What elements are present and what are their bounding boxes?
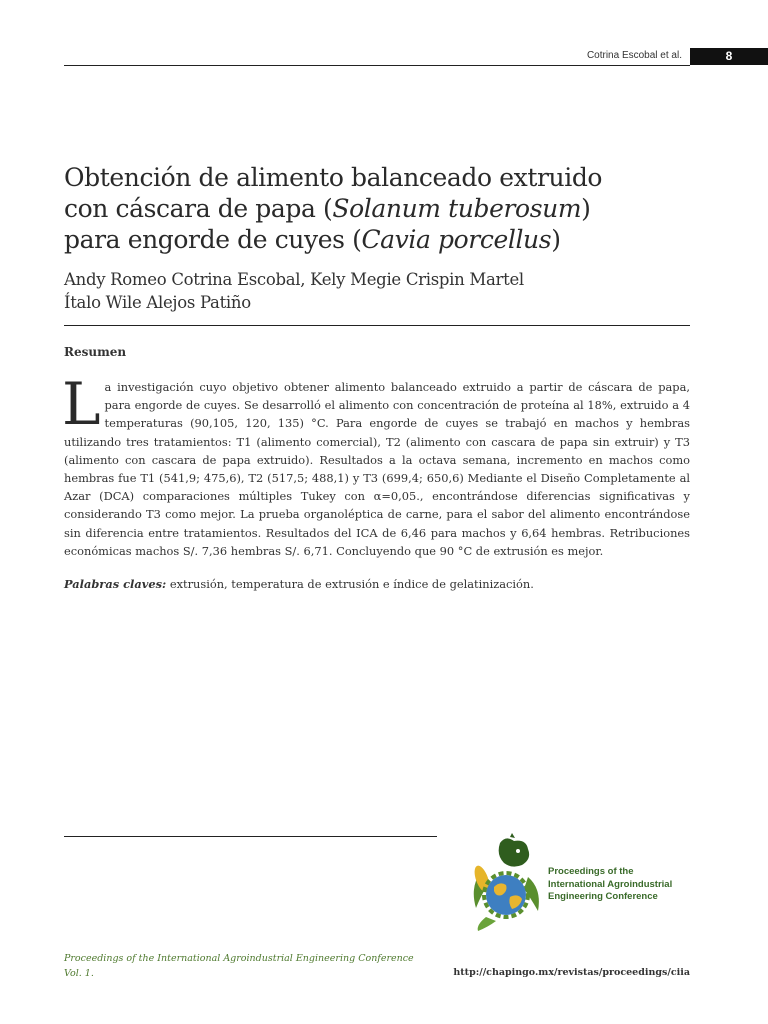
- running-header-author: Cotrina Escobal et al.: [586, 50, 682, 61]
- conference-logo-icon: [466, 833, 546, 933]
- logo-text-line-1: Proceedings of the: [548, 866, 634, 877]
- keywords-text: extrusión, temperatura de extrusión e índice de gelatinización.: [166, 577, 534, 591]
- conference-logo-text: [548, 866, 672, 904]
- author-list: [64, 268, 524, 314]
- abstract-text: a investigación cuyo objetivo obtener alimento balanceado extruido a partir de cáscara de papa, para engorde de cuyes. Se desarrolló el alimento con concentración de proteína al 18%, extruido a 4 temperaturas (90,105, 120, 135) °C. Para engorde de cuyes se trabajó en machos y hembras utilizando tres tratamientos: T1 (alimento comercial), T2 (alimento con cascara de papa sin extruir) y T3 (alimento con cascara de papa extruido). Resultados a la octava semana, incremento en machos como hembras fue T1 (541,9; 475,6), T2 (517,5; 488,1) y T3 (699,4; 650,6) Mediante el Diseño Completamente al Azar (DCA) comparaciones múltiples Tukey con α=0,05., encontrándose diferencias significativas y considerando T3 como mejor. La prueba organoléptica de carne, para el sabor del alimento encontrándose sin diferencia entre tratamientos. Resultados del ICA de 6,46 para machos y 6,64 hembras. Retribuciones económicas machos S/. 7,36 hembras S/. 6,71. Concluyendo que 90 °C de extrusión es mejor.: [64, 380, 690, 558]
- logo-text-line-3: Engineering Conference: [548, 891, 658, 902]
- logo-text-line-2: International Agroindustrial: [548, 878, 673, 890]
- authors-line-1: Andy Romeo Cotrina Escobal, Kely Megie Crispin Martel: [64, 270, 524, 289]
- header-rule: [64, 65, 690, 66]
- authors-line-2: Ítalo Wile Alejos Patiño: [64, 293, 251, 312]
- keywords-label: Palabras claves:: [64, 577, 167, 591]
- drop-cap: L: [62, 370, 101, 438]
- title-line-3-pre: para engorde de cuyes (: [64, 225, 362, 254]
- section-rule: [64, 325, 690, 326]
- journal-url-link[interactable]: http://chapingo.mx/revistas/proceedings/ciia: [453, 967, 690, 978]
- keywords: [64, 577, 690, 591]
- title-line-1: Obtención de alimento balanceado extruido: [64, 163, 603, 192]
- abstract-body: [62, 370, 690, 560]
- page-number-badge: 8: [690, 48, 768, 65]
- article-title: [64, 162, 624, 255]
- title-line-2-species: Solanum tuberosum: [332, 194, 582, 223]
- title-line-2-post: ): [581, 194, 591, 223]
- title-line-3-species: Cavia porcellus: [361, 225, 552, 254]
- journal-volume: Vol. 1.: [64, 968, 94, 979]
- journal-name: Proceedings of the International Agroindustrial Engineering Conference: [64, 953, 414, 964]
- title-line-2-pre: con cáscara de papa (: [64, 194, 333, 223]
- journal-citation: [64, 951, 414, 981]
- title-line-3-post: ): [551, 225, 561, 254]
- footnote-rule: [64, 836, 437, 837]
- abstract-heading: Resumen: [64, 345, 127, 359]
